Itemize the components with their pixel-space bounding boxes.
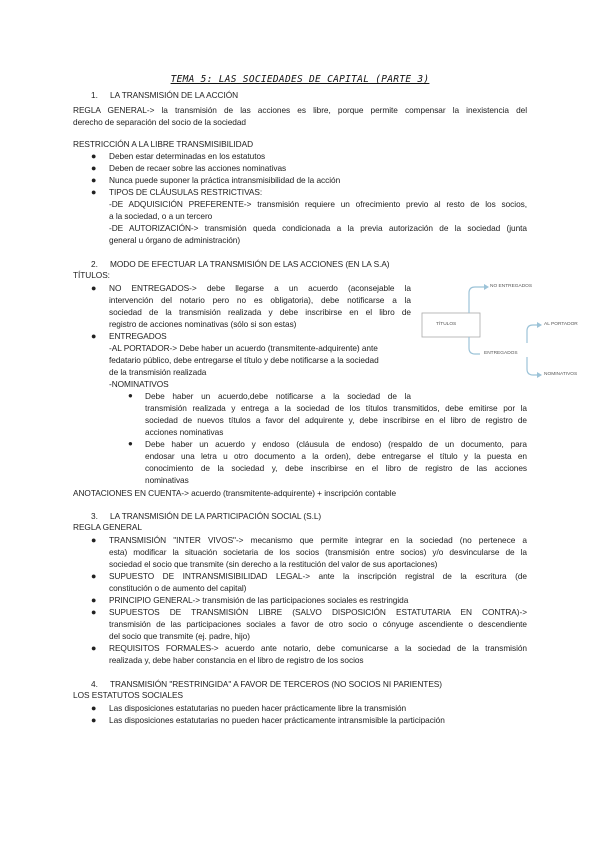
paragraph-line: -AL PORTADOR-> Debe haber un acuerdo (transmitente-adquirente) ante — [109, 343, 378, 353]
paragraph-line: derecho de separación del socio de la sociedad — [73, 117, 246, 127]
subheading-estatutos: LOS ESTATUTOS SOCIALES — [73, 690, 184, 700]
paragraph-line: Debe haber un acuerdo,debe notificarse a la sociedad de la — [145, 391, 411, 401]
bullet-icon: ● — [91, 283, 97, 293]
paragraph-line: NO ENTREGADOS-> debe llegarse a un acuerdo (aconsejable la — [109, 283, 411, 293]
diagram-label-no-entregados: NO ENTREGADOS — [490, 284, 533, 289]
paragraph-line: sociedad el socio que transmite (sin derecho a la restitución del valor de sus aportaciones) — [109, 559, 438, 569]
paragraph-line: Debe haber un acuerdo y endoso (cláusula de endoso) (respaldo de un documento, para — [145, 439, 527, 449]
bullet-icon: ● — [128, 391, 133, 400]
paragraph-line: realizada y, debe haber constancia en el libro de registro de los socios — [109, 655, 364, 665]
paragraph-line: sociedad de la transmisión realizada y debe inscribirse en el libro de — [109, 307, 411, 317]
paragraph-line: constitución o de aumento del capital) — [109, 583, 247, 593]
bullet-icon: ● — [91, 643, 97, 653]
section-1-number: 1. — [91, 90, 98, 100]
paragraph-line: ANOTACIONES EN CUENTA-> acuerdo (transmitente-adquirente) + inscripción contable — [73, 488, 397, 498]
diagram-label-titulos: TÍTULOS — [436, 322, 457, 327]
paragraph-line: REQUISITOS FORMALES-> acuerdo ante notario, debe comunicarse a la sociedad de la transmisión — [109, 643, 527, 653]
list-item: Las disposiciones estatutarias no pueden hacer prácticamente intransmisible la participación — [109, 715, 445, 725]
bullet-icon: ● — [91, 187, 97, 197]
paragraph-line: -DE AUTORIZACIÓN-> transmisión queda condicionada a la previa autorización de la sociedad (junta — [109, 223, 527, 233]
bullet-icon: ● — [91, 607, 97, 617]
subheading-titulos: TÍTULOS: — [73, 270, 110, 280]
bullet-icon: ● — [91, 595, 97, 605]
list-item: PRINCIPIO GENERAL-> transmisión de las participaciones sociales es restringida — [109, 595, 409, 605]
list-item: ENTREGADOS — [109, 331, 167, 341]
diagram-label-al-portador: AL PORTADOR — [544, 322, 578, 327]
list-item: Nunca puede suponer la práctica intransmisibilidad de la acción — [109, 175, 341, 185]
paragraph-line: nominativas — [145, 475, 189, 485]
bullet-icon: ● — [91, 163, 97, 173]
paragraph-line: a la sociedad, o a un tercero — [109, 211, 213, 221]
paragraph-line: de la transmisión realizada — [109, 367, 207, 377]
paragraph-line: transmisión de las participaciones sociales a favor de otro socio o cónyuge ascendiente o descendiente — [109, 619, 527, 629]
section-1-heading: LA TRANSMISIÓN DE LA ACCIÓN — [110, 90, 239, 100]
bullet-icon: ● — [91, 703, 97, 713]
list-item: Deben estar determinadas en los estatutos — [109, 151, 266, 161]
paragraph-line: conocimiento de la sociedad y, debe inscribirse en el libro de registro de las acciones — [145, 463, 527, 473]
page-title: TEMA 5: LAS SOCIEDADES DE CAPITAL (PARTE 3) — [170, 74, 430, 85]
paragraph-line: -NOMINATIVOS — [109, 379, 169, 389]
bullet-icon: ● — [91, 535, 97, 545]
paragraph-line: general u órgano de administración) — [109, 235, 241, 245]
paragraph-line: intervención del notario pero no es obligatoria), debe notificarse a la — [109, 295, 411, 305]
paragraph-line: registro de acciones nominativas (sólo si son estas) — [109, 319, 297, 329]
section-4-heading: TRANSMISIÓN "RESTRINGIDA" A FAVOR DE TERCEROS (NO SOCIOS NI PARIENTES) — [110, 679, 443, 689]
paragraph-line: esta) modificar la situación societaria de los socios (transmisión entre socios) y/o desvincularse de la — [109, 547, 527, 557]
section-3-number: 3. — [91, 511, 98, 521]
bullet-icon: ● — [91, 151, 97, 161]
bullet-icon: ● — [91, 571, 97, 581]
paragraph-line: -DE ADQUISICIÓN PREFERENTE-> transmisión requiere un ofrecimiento previo al resto de los socios, — [109, 199, 527, 209]
section-2-heading: MODO DE EFECTUAR LA TRANSMISIÓN DE LAS ACCIONES (EN LA S.A) — [110, 259, 390, 269]
paragraph-line: sociedad de nuevos títulos a favor del adquirente y, debe inscribirse en el libro de registro de — [145, 415, 527, 425]
paragraph-line: del socio que transmite (ej. padre, hijo) — [109, 631, 250, 641]
paragraph-line: REGLA GENERAL-> la transmisión de las acciones es libre, porque permite compensar la inexistencia del — [73, 105, 527, 115]
bullet-icon: ● — [128, 439, 133, 448]
diagram-label-nominativos: NOMINATIVOS — [544, 372, 578, 377]
list-item: Deben de recaer sobre las acciones nominativas — [109, 163, 287, 173]
paragraph-line: fedatario público, debe entregarse el título y debe notificarse a la sociedad — [109, 355, 379, 365]
section-4-number: 4. — [91, 679, 98, 689]
paragraph-line: transmisión realizada y entrega a la sociedad de los títulos transmitidos, debe emitirse por la — [145, 403, 527, 413]
section-2-number: 2. — [91, 259, 98, 269]
paragraph-line: endosar una letra u otro documento a la orden), debe entregarse el título y la puesta en — [145, 451, 527, 461]
bullet-icon: ● — [91, 331, 97, 341]
subheading-restriccion: RESTRICCIÓN A LA LIBRE TRANSMISIBILIDAD — [73, 139, 254, 149]
paragraph-line: SUPUESTOS DE TRANSMISIÓN LIBRE (SALVO DISPOSICIÓN ESTATUTARIA EN CONTRA)-> — [109, 607, 527, 617]
section-3-heading: LA TRANSMISIÓN DE LA PARTICIPACIÓN SOCIAL (S.L) — [110, 511, 322, 521]
list-item: TIPOS DE CLÁUSULAS RESTRICTIVAS: — [109, 187, 263, 197]
bullet-icon: ● — [91, 715, 97, 725]
paragraph-line: SUPUESTO DE INTRANSMISIBILIDAD LEGAL-> ante la inscripción registral de la escritura (de — [109, 571, 527, 581]
paragraph-line: acciones nominativas — [145, 427, 224, 437]
paragraph-line: TRANSMISIÓN "INTER VIVOS"-> mecanismo que permite integrar en la sociedad (no pertenece a — [109, 535, 527, 545]
diagram-label-entregados: ENTREGADOS — [484, 351, 518, 356]
bullet-icon: ● — [91, 175, 97, 185]
list-item: Las disposiciones estatutarias no pueden hacer prácticamente libre la transmisión — [109, 703, 407, 713]
subheading-regla: REGLA GENERAL — [73, 522, 142, 532]
